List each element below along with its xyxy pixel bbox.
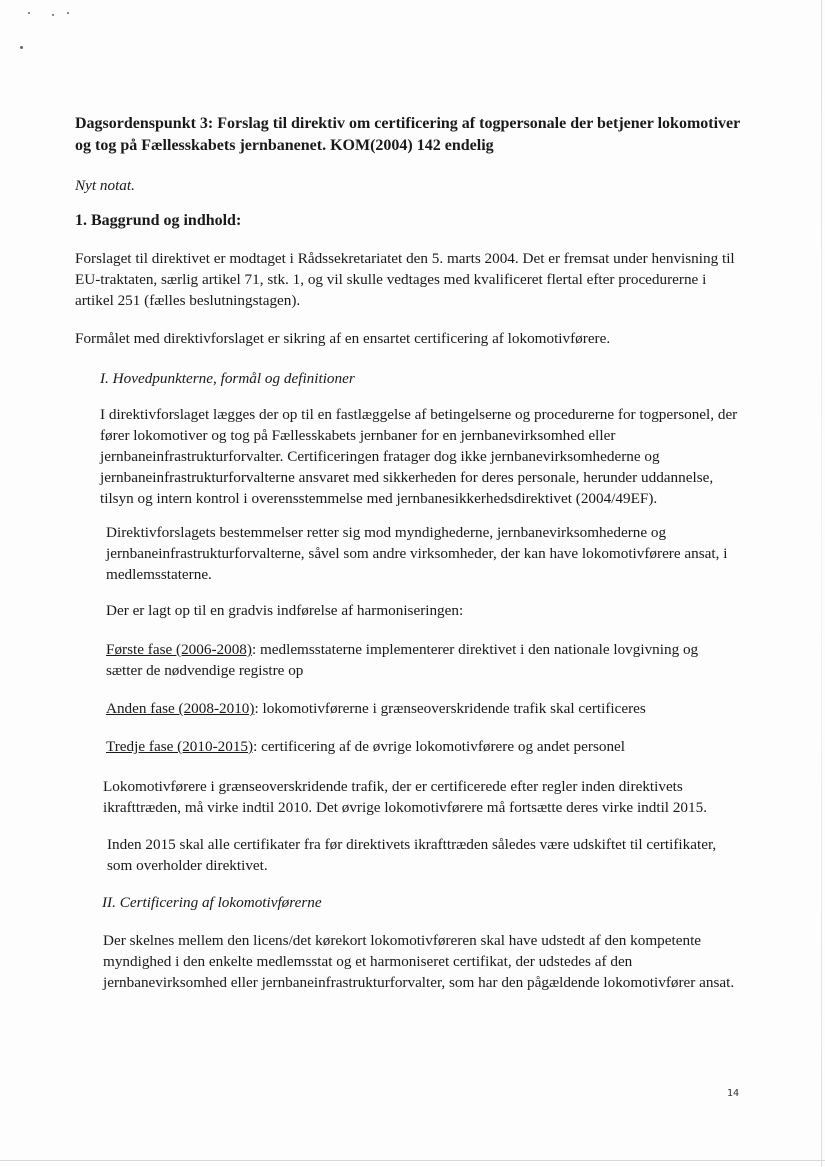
paragraph-purpose: Formålet med direktivforslaget er sikring af en ensartet certificering af lokomotivførere.	[75, 330, 611, 347]
page-number: 14	[727, 1088, 740, 1099]
phase-text: : certificering af de øvrige lokomotivførere og andet personel	[253, 738, 626, 755]
phase-label: Anden fase (2008-2010)	[106, 700, 255, 717]
paragraph-proposal-received: Forslaget til direktivet er modtaget i Rådssekretariatet den 5. marts 2004. Det er fremsat under henvisning til EU-traktaten, særlig artikel 71, stk. 1, og vil skulle vedtages med kvalificeret flertal efter procedurerne i artikel 251 (fælles beslutningstagen).	[75, 250, 735, 309]
paragraph-gradual-introduction: Der er lagt op til en gradvis indførelse af harmoniseringen:	[106, 602, 464, 619]
subheading-certification: II. Certificering af lokomotivførerne	[102, 894, 322, 911]
paragraph-conditions: I direktivforslaget lægges der op til en fastlæggelse af betingelserne og procedurerne for togpersonel, der fører lokomotiver og tog på Fællesskabets jernbaner for en jernbanevirksomhed eller jernbaneinfrastrukturforvalter. Certificeringen fratager dog ikke jernbanevirksomhederne og jernbaneinfrastrukturforvalterne ansvaret med sikkerheden for deres personale, herunder uddannelse, tilsyn og intern kontrol i overensstemmelse med jernbanesikkerhedsdirektivet (2004/49EF).	[100, 406, 738, 507]
section-heading-background: 1. Baggrund og indhold:	[75, 212, 242, 229]
scan-speck	[52, 14, 54, 16]
scan-speck	[20, 46, 23, 49]
subheading-main-points: I. Hovedpunkterne, formål og definitioner	[100, 370, 355, 387]
note-label: Nyt notat.	[75, 177, 135, 194]
phase-item-third	[106, 736, 736, 757]
paragraph-transition-rules: Lokomotivførere i grænseoverskridende trafik, der er certificerede efter regler inden direktivets ikrafttræden, må virke indtil 2010. Det øvrige lokomotivførere må fortsætte deres virke indtil 2015.	[103, 778, 707, 816]
scan-speck	[28, 12, 30, 14]
phase-label: Første fase (2006-2008)	[106, 641, 252, 658]
scan-speck	[67, 12, 69, 14]
phase-text: : medlemsstaterne implementerer direktivet i den nationale lovgivning og sætter de nødvendige registre op	[106, 641, 699, 679]
phase-text: : lokomotivførerne i grænseoverskridende trafik skal certificeres	[254, 700, 646, 717]
paragraph-addressees: Direktivforslagets bestemmelser retter sig mod myndighederne, jernbanevirksomhederne og jernbaneinfrastrukturforvalterne, såvel som andre virksomheder, der kan have lokomotivførere ansat, i medlemsstaterne.	[106, 524, 728, 583]
paragraph-certificate-replacement: Inden 2015 skal alle certifikater fra før direktivets ikrafttræden således være udskiftet til certifikater, som overholder direktivet.	[107, 836, 717, 874]
phase-item-first	[106, 639, 736, 681]
scan-edge-right	[821, 0, 822, 1167]
phase-item-second	[106, 698, 736, 719]
document-title: Dagsordenspunkt 3: Forslag til direktiv om certificering af togpersonale der betjener lokomotiver og tog på Fællesskabets jernbanenet. KOM(2004) 142 endelig	[75, 115, 740, 154]
paragraph-license-vs-certificate: Der skelnes mellem den licens/det kørekort lokomotivføreren skal have udstedt af den kompetente myndighed i den enkelte medlemsstat og et harmoniseret certifikat, der udstedes af den jernbanevirksomhed eller jernbaneinfrastrukturforvalter, som har den pågældende lokomotivfører ansat.	[103, 932, 735, 991]
phase-label: Tredje fase (2010-2015)	[106, 738, 254, 755]
scan-edge-bottom	[0, 1160, 825, 1161]
